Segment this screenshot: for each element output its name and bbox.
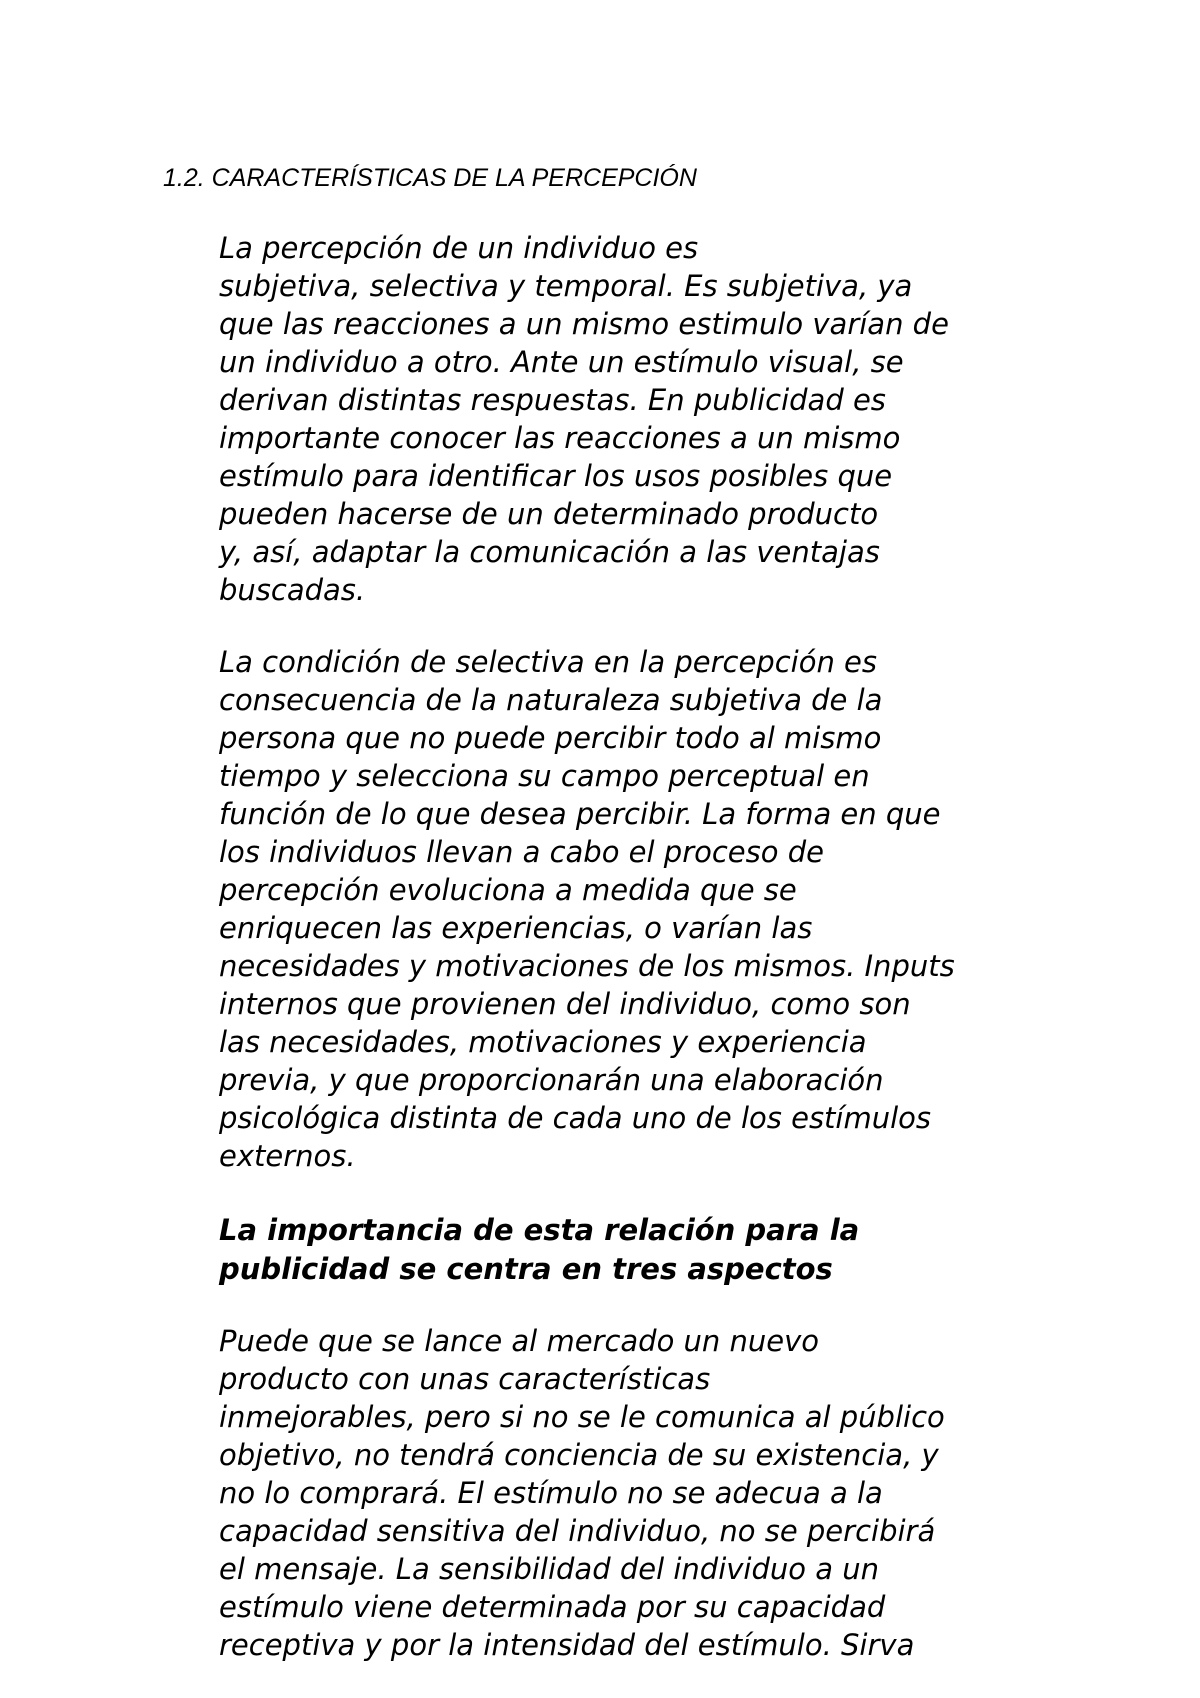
text-line: las necesidades, motivaciones y experiencia: [219, 1025, 867, 1059]
text-line: objetivo, no tendrá conciencia de su existencia, y: [219, 1438, 939, 1472]
paragraph-selective: [219, 643, 1089, 1175]
text-line: capacidad sensitiva del individuo, no se percibirá: [219, 1514, 936, 1548]
text-line: previa, y que proporcionarán una elaboración: [219, 1063, 884, 1097]
text-line: internos que provienen del individuo, como son: [219, 987, 911, 1021]
text-line: receptiva y por la intensidad del estímulo. Sirva: [219, 1628, 915, 1662]
text-line: subjetiva, selectiva y temporal. Es subjetiva, ya: [219, 269, 913, 303]
text-line: que las reacciones a un mismo estimulo varían de: [219, 307, 949, 341]
text-line: inmejorables, pero si no se le comunica al público: [219, 1400, 945, 1434]
text-line: buscadas.: [219, 573, 366, 607]
text-line: derivan distintas respuestas. En publicidad es: [219, 383, 886, 417]
text-line: externos.: [219, 1139, 356, 1173]
text-line: estímulo para identificar los usos posibles que: [219, 459, 893, 493]
text-line: La importancia de esta relación para la: [219, 1213, 860, 1247]
text-line: La percepción de un individuo es: [219, 231, 699, 265]
paragraph-new-product: [219, 1322, 1089, 1664]
text-line: función de lo que desea percibir. La forma en que: [219, 797, 941, 831]
text-line: necesidades y motivaciones de los mismos. Inputs: [219, 949, 955, 983]
text-line: producto con unas características: [219, 1362, 711, 1396]
text-line: no lo comprará. El estímulo no se adecua a la: [219, 1476, 883, 1510]
text-line: importante conocer las reacciones a un mismo: [219, 421, 901, 455]
text-line: pueden hacerse de un determinado producto: [219, 497, 879, 531]
bold-heading: [219, 1211, 1089, 1289]
text-line: consecuencia de la naturaleza subjetiva de la: [219, 683, 883, 717]
section-heading: 1.2. CARACTERÍSTICAS DE LA PERCEPCIÓN: [163, 164, 697, 192]
text-line: La condición de selectiva en la percepción es: [219, 645, 878, 679]
text-line: psicológica distinta de cada uno de los estímulos: [219, 1101, 932, 1135]
text-line: Puede que se lance al mercado un nuevo: [219, 1324, 820, 1358]
text-line: estímulo viene determinada por su capacidad: [219, 1590, 886, 1624]
text-line: percepción evoluciona a medida que se: [219, 873, 797, 907]
text-line: publicidad se centra en tres aspectos: [219, 1252, 833, 1286]
text-line: enriquecen las experiencias, o varían las: [219, 911, 813, 945]
paragraph-subjective: [219, 229, 1089, 609]
text-line: un individuo a otro. Ante un estímulo visual, se: [219, 345, 904, 379]
text-line: persona que no puede percibir todo al mismo: [219, 721, 882, 755]
text-line: el mensaje. La sensibilidad del individuo a un: [219, 1552, 879, 1586]
text-line: los individuos llevan a cabo el proceso de: [219, 835, 824, 869]
text-line: y, así, adaptar la comunicación a las ventajas: [219, 535, 880, 569]
text-line: tiempo y selecciona su campo perceptual en: [219, 759, 870, 793]
